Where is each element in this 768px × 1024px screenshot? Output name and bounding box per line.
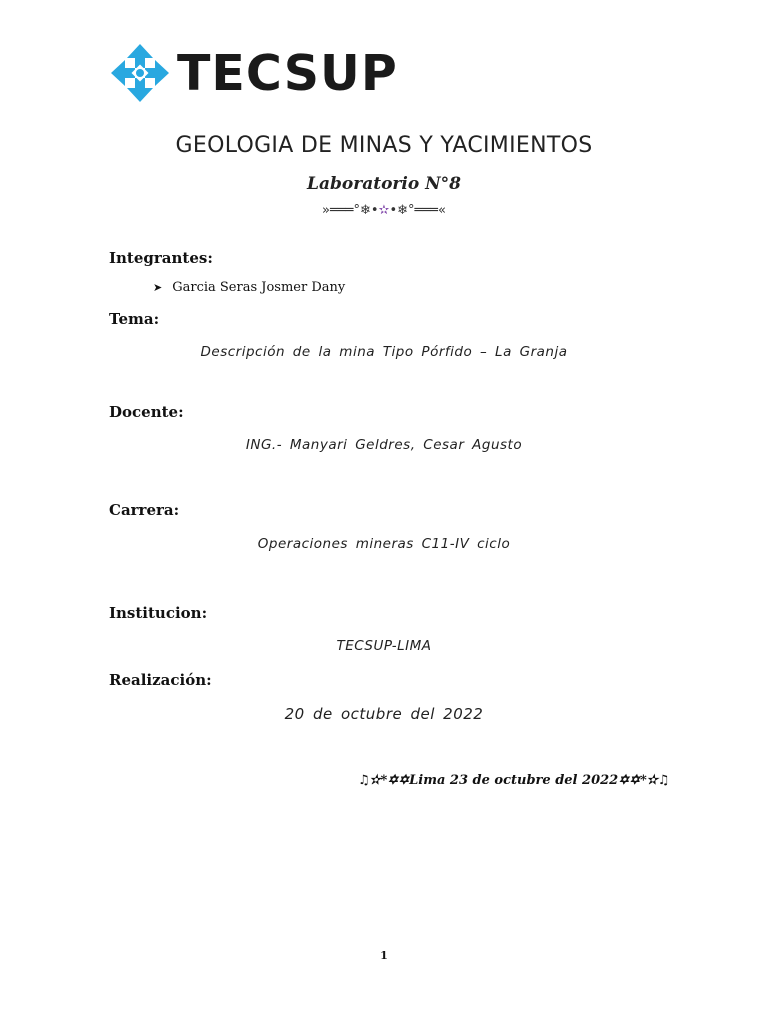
ornament-left: »═══°❄•: [322, 203, 379, 218]
docente-value: ING.- Manyari Geldres, Cesar Agusto: [245, 437, 523, 453]
page-number: 1: [380, 949, 388, 962]
institucion-label: Institucion:: [109, 604, 208, 622]
member-list-item: [153, 280, 345, 295]
institucion-value: TECSUP-LIMA: [336, 638, 432, 654]
realizacion-value: 20 de octubre del 2022: [284, 705, 484, 723]
member-name: Garcia Seras Josmer Dany: [172, 280, 346, 295]
docente-label: Docente:: [109, 403, 184, 421]
tecsup-logo: [109, 42, 398, 104]
carrera-value: Operaciones mineras C11-IV ciclo: [257, 536, 511, 552]
star-icon: ✫: [378, 203, 390, 218]
tema-value: Descripción de la mina Tipo Pórfido – La Granja: [200, 344, 568, 360]
arrowhead-bullet-icon: ➤: [153, 281, 163, 294]
integrantes-label: Integrantes:: [109, 249, 213, 267]
carrera-label: Carrera:: [109, 501, 180, 519]
logo-text: TECSUP: [177, 44, 398, 102]
tema-label: Tema:: [109, 310, 160, 328]
closing-line: ♫✫*✡✡Lima 23 de octubre del 2022✡✡*✫♫: [358, 773, 670, 788]
document-title: GEOLOGIA DE MINAS Y YACIMIENTOS: [175, 133, 593, 158]
decorative-ornament: [0, 203, 768, 218]
tecsup-arrows-logo-icon: [109, 42, 171, 104]
realizacion-label: Realización:: [109, 671, 212, 689]
ornament-right: •❄°═══«: [389, 203, 446, 218]
lab-subtitle: Laboratorio N°8: [307, 174, 461, 194]
